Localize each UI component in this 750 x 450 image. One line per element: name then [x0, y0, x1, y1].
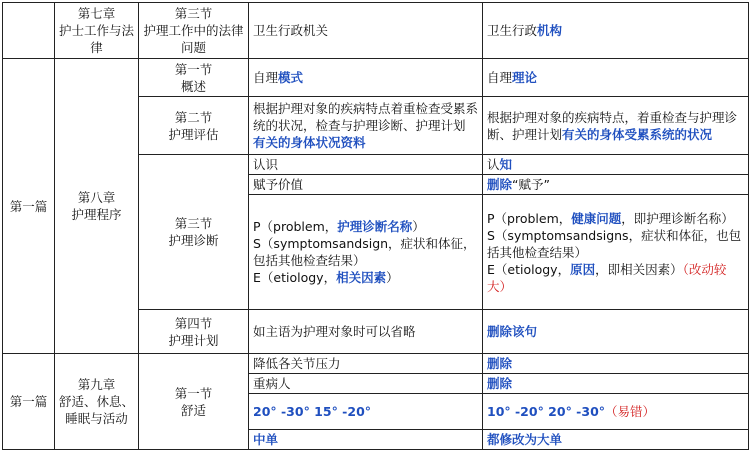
new-text-highlight: 理论: [512, 70, 538, 85]
chapter-label: 第七章 护士工作与法律: [59, 6, 135, 55]
change-note: （易错）: [605, 404, 656, 419]
new-text-cell: [483, 430, 749, 450]
section-cell: [139, 59, 249, 97]
problem-line: [253, 218, 478, 235]
old-text-cell: [249, 3, 483, 59]
new-text: 认: [487, 157, 500, 172]
new-text-highlight: 原因: [570, 261, 596, 277]
part-cell: [3, 354, 55, 450]
section-label: 第三节 护理诊断: [168, 216, 219, 248]
new-text-highlight: 都修改为大单: [487, 432, 563, 447]
chapter-cell: [55, 59, 139, 354]
new-text: “赋予”: [512, 177, 550, 192]
symptoms-line: [253, 235, 478, 269]
chapter-cell: [55, 354, 139, 450]
old-text-cell: [249, 155, 483, 175]
new-text: ，即护理诊断名称）: [621, 210, 734, 226]
new-text-cell: [483, 97, 749, 155]
new-text: 卫生行政: [487, 23, 538, 38]
new-text: S（symptomsandsigns，症状和体征，也包括其他检查结果）: [487, 227, 742, 260]
new-text-highlight: 健康问题: [571, 210, 622, 226]
old-text-highlight: 中单: [253, 432, 279, 447]
old-text: P（problem，: [253, 219, 338, 234]
old-text: ）: [412, 219, 425, 234]
new-text: P（problem，: [487, 210, 572, 226]
old-text-cell: [249, 175, 483, 195]
old-text: 赋予价值: [253, 177, 304, 192]
section-label: 第三节 护理工作中的法律问题: [143, 6, 244, 55]
old-text-cell: [249, 310, 483, 354]
new-text: ，即相关因素）: [595, 261, 683, 277]
new-text-cell: [483, 59, 749, 97]
old-text-highlight: 护理诊断名称: [337, 219, 413, 234]
etiology-line: [253, 269, 478, 286]
new-text-cell: [483, 175, 749, 195]
old-text-cell: [249, 195, 483, 310]
old-text-cell: [249, 97, 483, 155]
new-text-highlight: 10° -20° 20° -30°: [487, 404, 606, 419]
section-cell: [139, 97, 249, 155]
old-text: E（etiology，: [253, 270, 337, 285]
old-text-cell: [249, 430, 483, 450]
chapter-cell: [55, 3, 139, 59]
new-text-highlight: 删除: [487, 177, 513, 192]
new-text: E（etiology，: [487, 261, 571, 277]
old-text: S（symptomsandsign，症状和体征，包括其他检查结果）: [253, 236, 476, 268]
new-text-highlight: 有关的身体受累系统的状况: [562, 126, 713, 142]
section-cell: [139, 354, 249, 450]
new-text-cell: [483, 374, 749, 394]
old-text: 根据护理对象的疾病特点着重检查受累系统的状况，检查与护理诊断、护理计划: [253, 101, 479, 133]
section-label: 第四节 护理计划: [168, 315, 219, 348]
new-text-highlight: 机构: [537, 23, 563, 38]
old-text: 卫生行政机关: [253, 23, 329, 38]
old-text-cell: [249, 59, 483, 97]
problem-line: [487, 210, 744, 227]
chapter-label: 第八章 护理程序: [71, 190, 122, 222]
old-text-cell: [249, 394, 483, 430]
old-text-highlight: 有关的身体状况资料: [253, 135, 366, 150]
etiology-line: [487, 261, 744, 295]
new-text-highlight: 删除该句: [487, 324, 538, 339]
new-text-cell: [483, 354, 749, 374]
new-text-cell: [483, 155, 749, 175]
section-cell: [139, 155, 249, 310]
section-label: 第一节 概述: [174, 61, 213, 94]
old-text: 自理: [253, 70, 279, 85]
part-cell: [3, 3, 55, 59]
comparison-table: [2, 2, 749, 450]
old-text-cell: [249, 374, 483, 394]
part-cell: [3, 59, 55, 354]
old-text: 认识: [253, 157, 279, 172]
new-text: 根据护理对象的疾病特点，着重检查与护理诊断、护理计划: [487, 109, 738, 142]
part-label: 第一篇: [9, 198, 48, 214]
table-row: [3, 59, 749, 97]
new-text-highlight: 删除: [487, 356, 513, 371]
new-text-highlight: 删除: [487, 376, 513, 391]
old-text-highlight: 模式: [278, 70, 304, 85]
old-text: 降低各关节压力: [253, 356, 341, 371]
old-text: ）: [386, 270, 399, 285]
new-text-cell: [483, 394, 749, 430]
section-label: 第一节 舒适: [174, 385, 213, 418]
old-text-cell: [249, 354, 483, 374]
new-text: 自理: [487, 70, 513, 85]
table-row: [3, 354, 749, 374]
chapter-label: 第九章 舒适、休息、睡眠与活动: [59, 377, 135, 426]
new-text-cell: [483, 3, 749, 59]
new-text-cell: [483, 310, 749, 354]
table-row: [3, 3, 749, 59]
section-cell: [139, 310, 249, 354]
old-text: 如主语为护理对象时可以省略: [253, 324, 416, 339]
new-text-cell: [483, 195, 749, 310]
old-text-highlight: 20° -30° 15° -20°: [253, 404, 372, 419]
old-text-highlight: 相关因素: [336, 270, 387, 285]
symptoms-line: [487, 227, 744, 261]
part-label: 第一篇: [9, 394, 48, 409]
change-note: （改动较大）: [487, 261, 727, 294]
section-cell: [139, 3, 249, 59]
new-text-highlight: 知: [499, 157, 513, 172]
old-text: 重病人: [253, 376, 291, 391]
section-label: 第二节 护理评估: [168, 109, 219, 142]
